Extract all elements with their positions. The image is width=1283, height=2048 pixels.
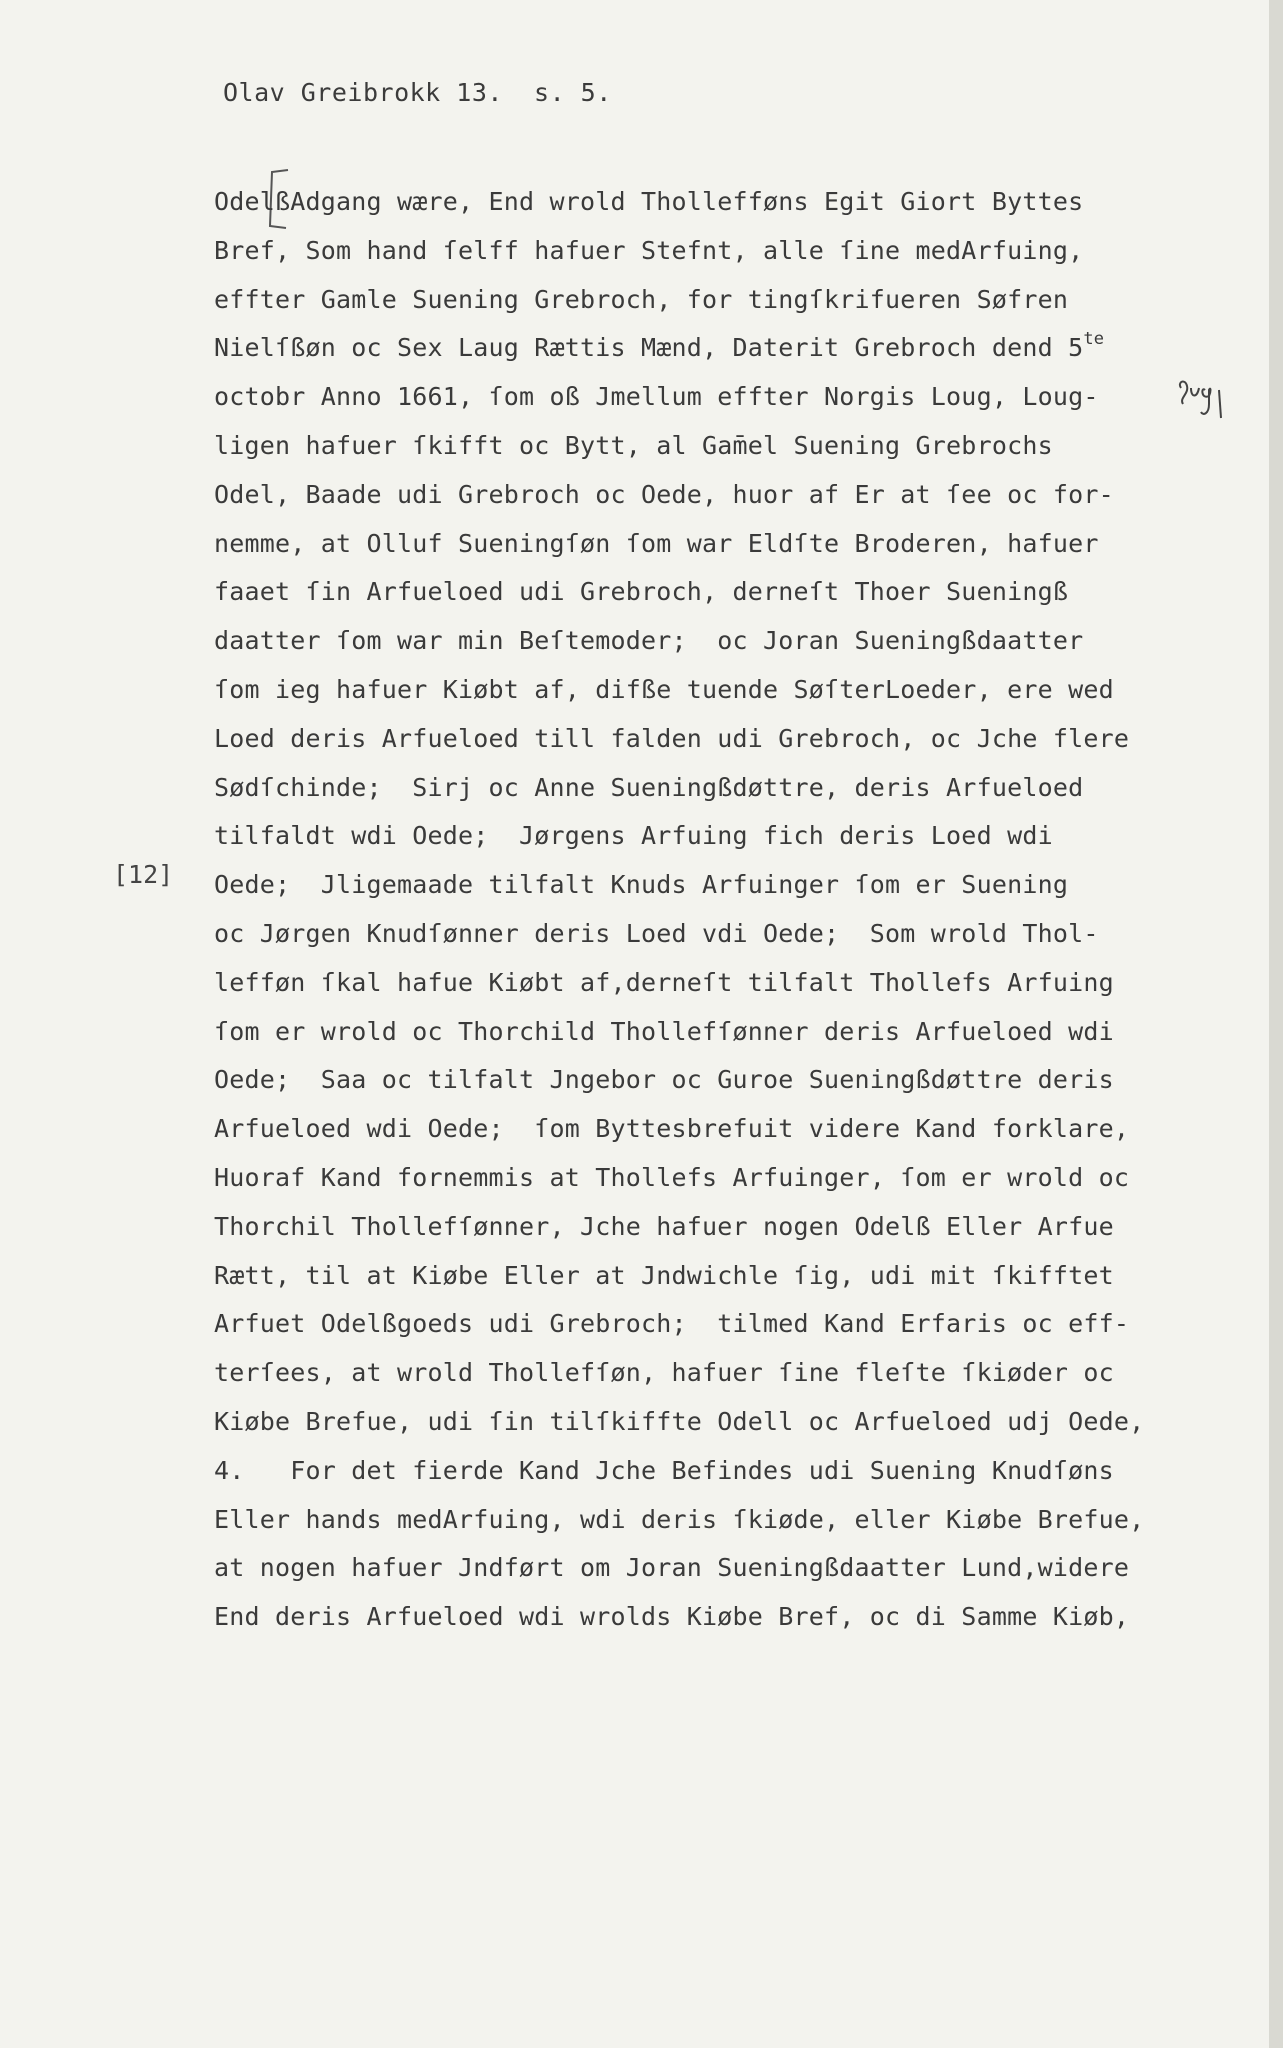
page-header: Olav Greibrokk 13. s. 5. <box>223 78 612 107</box>
page-edge-shadow <box>1269 0 1283 2048</box>
text-line-main: Nielſßøn oc Sex Laug Rættis Mænd, Daterit Grebroch dend 5 <box>214 333 1084 363</box>
text-line: octobr Anno 1661, ſom oß Jmellum effter Norgis Loug, Loug- <box>214 382 1099 412</box>
text-line: OdelßAdgang wære, End wrold Thollefføns Egit Giort Byttes <box>214 187 1084 216</box>
superscript-te: te <box>1083 329 1105 350</box>
text-line: ſom ieg hafuer Kiøbt af, difßе tuende SøſterLoeder, ere wed <box>214 674 1114 704</box>
text-line: Loed deris Arfueloed till falden udi Grebroch, oc Jche flere <box>214 723 1130 753</box>
text-line: terſees, at wrold Thollefſøn, hafuer ſine fleſte ſkiøder oc <box>214 1358 1114 1388</box>
handwritten-margin-note <box>1175 368 1235 428</box>
text-line: Rætt, til at Kiøbe Eller at Jndwichle ſig, udi mit ſkifftet <box>214 1260 1114 1290</box>
text-line-with-superscript <box>214 324 1134 373</box>
text-line: faaet ſin Arfueloed udi Grebroch, derneſt Thoer Sueningß <box>214 577 1069 607</box>
document-body <box>214 178 1145 1642</box>
margin-page-reference: [12] <box>113 860 174 889</box>
text-line: Oede; Saa oc tilfalt Jngebor oc Guroe Sueningßdøttre deris <box>214 1065 1114 1095</box>
text-line: Kiøbe Brefue, udi ſin tilſkiffte Odell oc Arfueloed udj Oede, <box>214 1406 1145 1436</box>
text-line: nemme, at Olluf Sueningſøn ſom war Eldſte Broderen, hafuer <box>214 528 1099 558</box>
text-line: Thorchil Thollefſønner, Jche hafuer nogen Odelß Eller Arfue <box>214 1211 1114 1241</box>
text-line: End deris Arfueloed wdi wrolds Kiøbe Bref, oc di Samme Kiøb, <box>214 1602 1130 1632</box>
text-line: at nogen hafuer Jndført om Joran Sueningßdaatter Lund,widere <box>214 1553 1130 1583</box>
text-line: Sødſchinde; Sirj oc Anne Sueningßdøttre, deris Arfueloed <box>214 772 1084 802</box>
text-line: Huoraf Kand fornemmis at Thollefs Arfuinger, ſom er wrold oc <box>214 1162 1130 1192</box>
text-line: lefføn ſkal hafue Kiøbt af,derneſt tilfalt Thollefs Arfuing <box>214 967 1114 997</box>
text-line: effter Gamle Suening Grebroch, for tingſkrifueren Søfren <box>214 284 1069 314</box>
text-line: Bref, Som hand ſelff hafuer Stefnt, alle ſine medArfuing, <box>214 235 1084 265</box>
text-line: Arfuet Odelßgoeds udi Grebroch; tilmed Kand Erfaris oc eff- <box>214 1309 1130 1339</box>
text-line: ligen hafuer ſkifft oc Bytt, al Gam̄el Suening Grebrochs <box>214 430 1053 460</box>
text-line: Odel, Baade udi Grebroch oc Oede, huor af Er at ſee oc for- <box>214 479 1114 509</box>
text-line: oc Jørgen Knudſønner deris Loed vdi Oede; Som wrold Thol- <box>214 918 1099 948</box>
text-line: daatter ſom war min Beſtemoder; oc Joran Sueningßdaatter <box>214 626 1084 656</box>
text-line: Eller hands medArfuing, wdi deris ſkiøde, eller Kiøbe Brefue, <box>214 1504 1145 1534</box>
text-line: ſom er wrold oc Thorchild Thollefſønner deris Arfueloed wdi <box>214 1016 1114 1046</box>
text-line: Oede; Jligemaade tilfalt Knuds Arfuinger ſom er Suening <box>214 870 1069 900</box>
text-line: Arfueloed wdi Oede; ſom Byttesbrefuit videre Kand forklare, <box>214 1114 1130 1144</box>
text-line: 4. For det fierde Kand Jche Befindes udi Suening Knudſøns <box>214 1455 1114 1485</box>
text-line: tilfaldt wdi Oede; Jørgens Arfuing fich deris Loed wdi <box>214 821 1053 851</box>
